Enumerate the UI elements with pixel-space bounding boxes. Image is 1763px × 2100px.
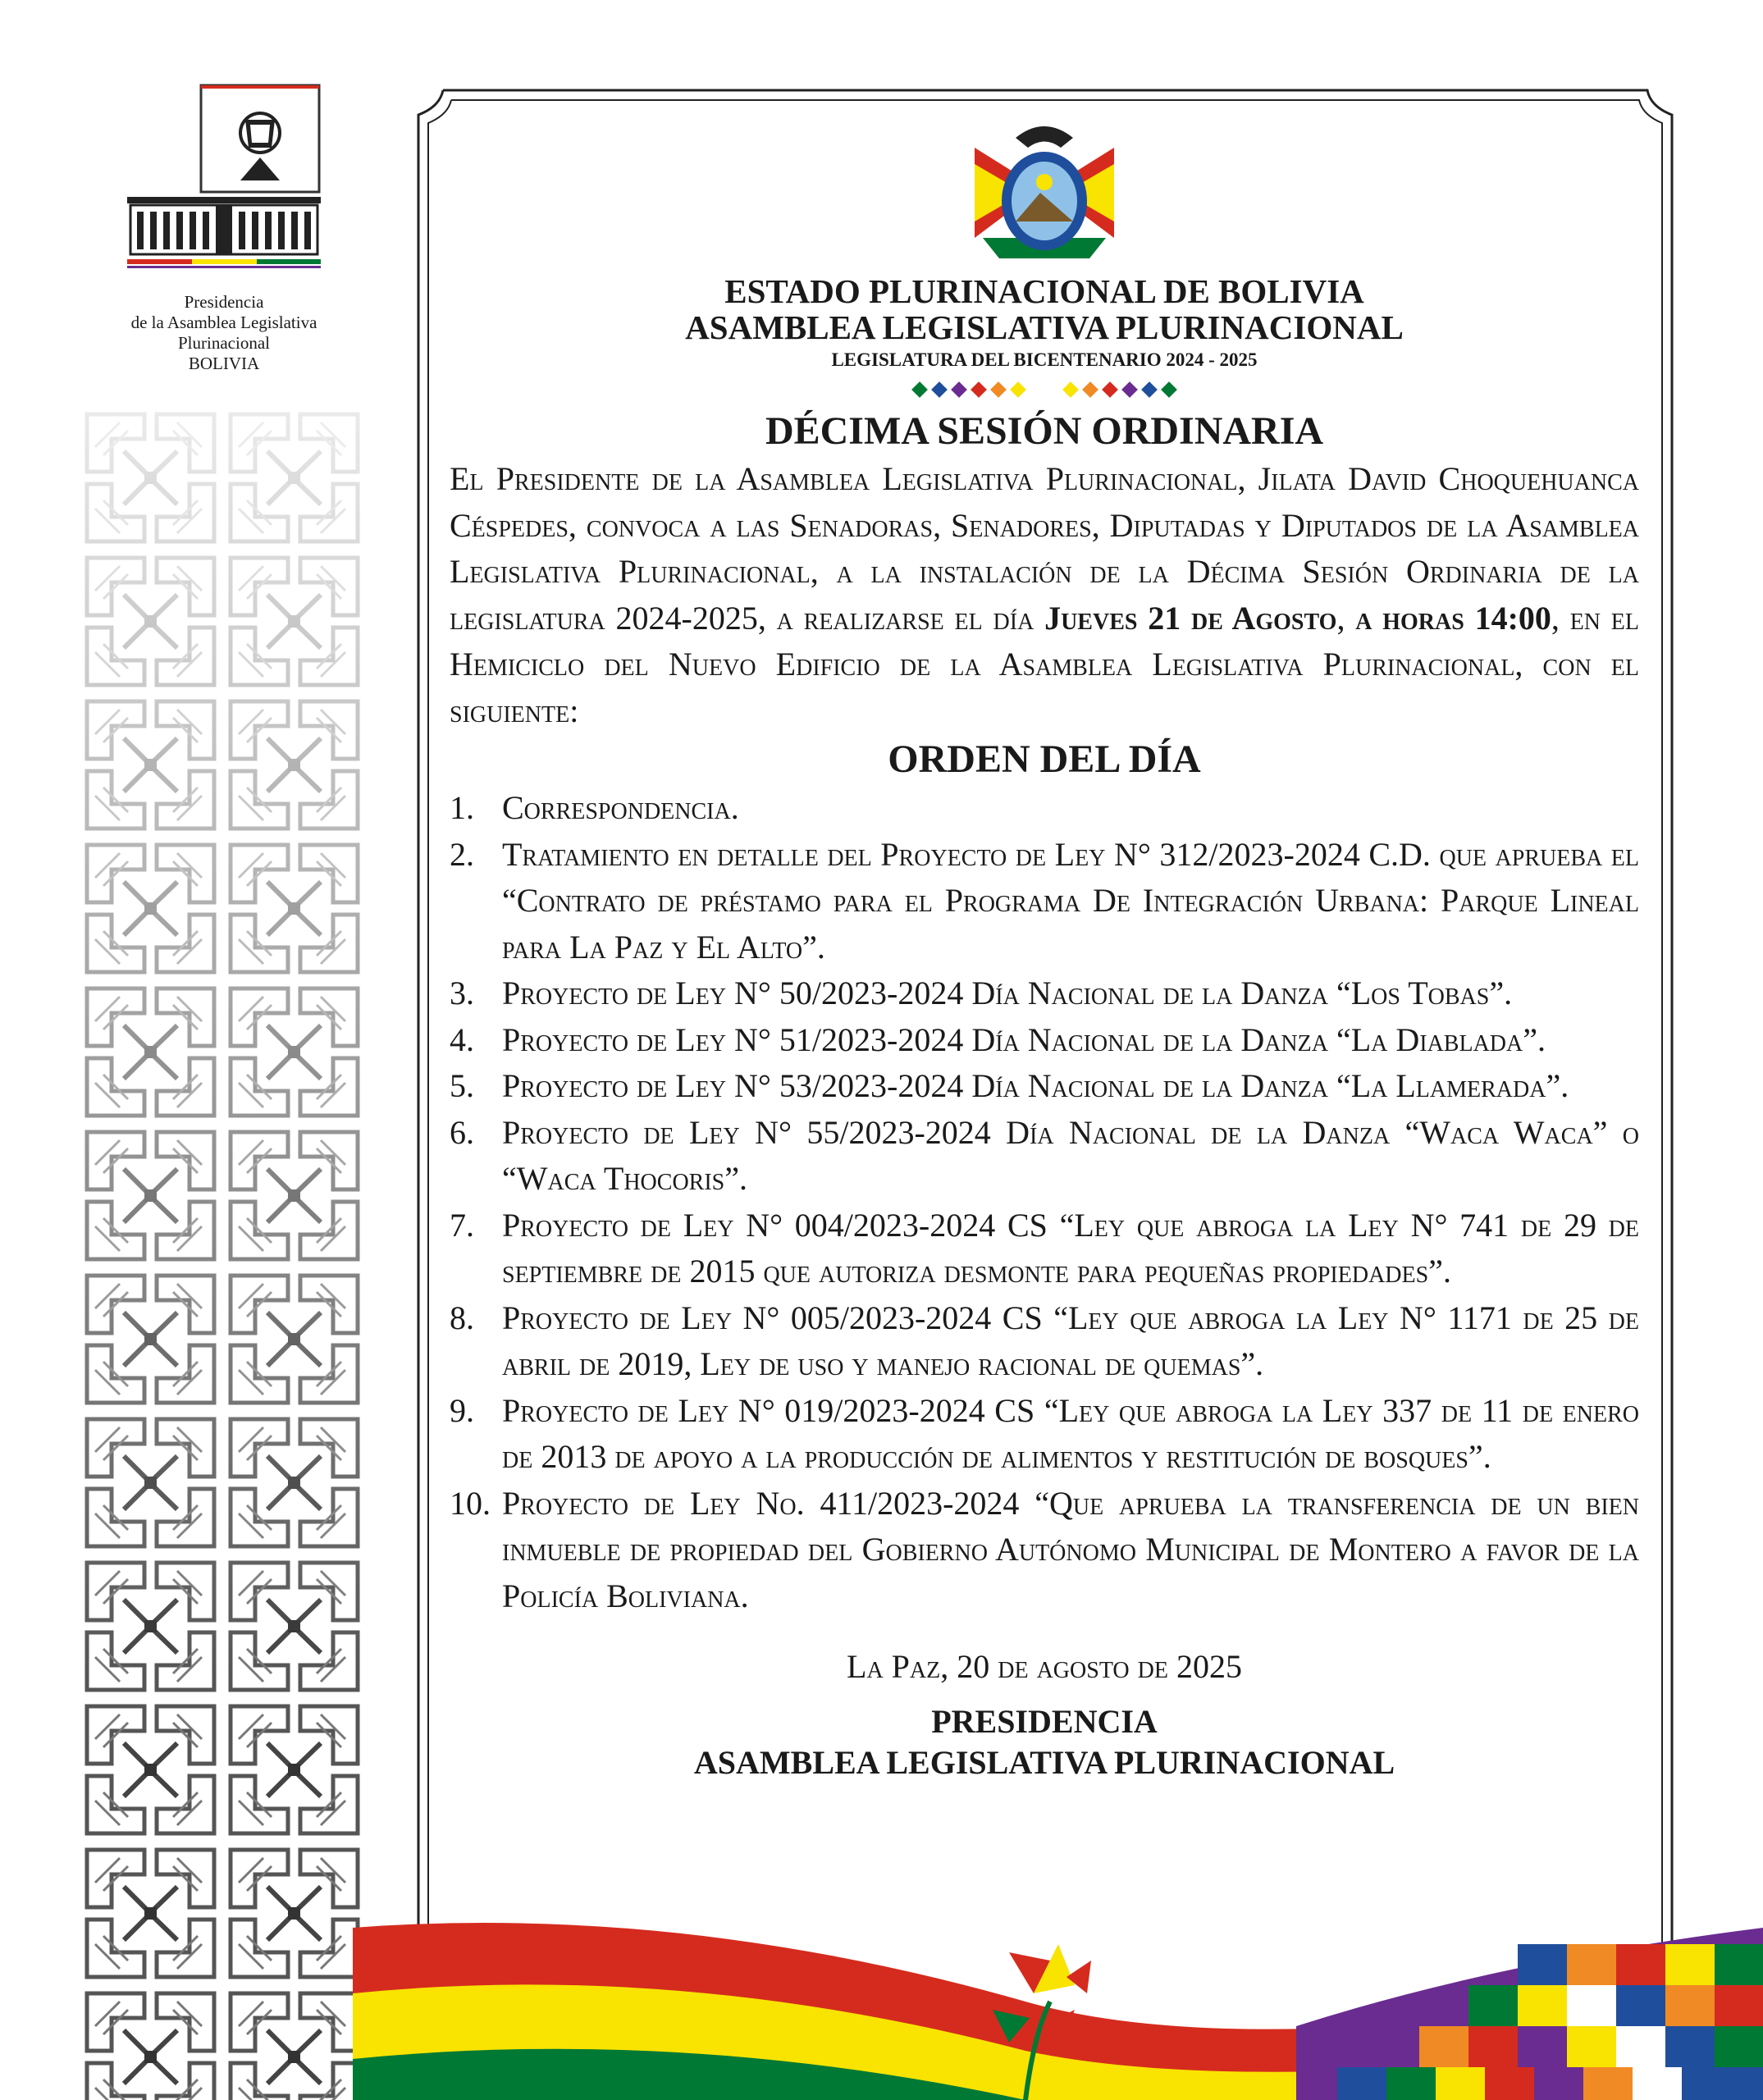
agenda-item-number: 6.	[450, 1113, 474, 1151]
signature-line-2: ASAMBLEA LEGISLATIVA PLURINACIONAL	[693, 1744, 1395, 1781]
diamond-icon	[1141, 381, 1158, 398]
agenda-item-text: Proyecto de Ley N° 004/2023-2024 CS “Ley que abroga la Ley N° 741 de 29 de septiembre de 2015 que autoriza desmonte para pequeñas propiedades”.	[502, 1206, 1639, 1290]
agenda-item	[450, 1388, 1639, 1481]
diamond-icon	[971, 381, 987, 398]
diamond-icon	[931, 381, 948, 398]
intro-text-2: ,	[1336, 599, 1356, 637]
agenda-item-text: Correspondencia.	[502, 789, 739, 826]
agenda-list	[450, 785, 1639, 1619]
agenda-item-text: Proyecto de Ley N° 55/2023-2024 Día Nacional de la Danza “Waca Waca” o “Waca Thocoris”.	[502, 1113, 1639, 1197]
header-line-1: ESTADO PLURINACIONAL DE BOLIVIA	[724, 272, 1364, 310]
session-day: Jueves 21 de Agosto	[1044, 599, 1337, 637]
coat-of-arms	[450, 115, 1639, 271]
agenda-item	[450, 970, 1639, 1017]
intro-text-1: El Presidente de la Asamblea Legislativa Plurinacional, Jilata David Choquehuanca Céspedes, convoca a las Senadoras, Senadores, Diputadas y Diputados de la Asamblea Legislativa Plurinacional, a la instalación de la Décima Sesión Ordinaria de la legislatura 2024-2025, a realizarse el día	[450, 460, 1639, 637]
agenda-item-text: Proyecto de Ley N° 019/2023-2024 CS “Ley que abroga la Ley 337 de 11 de enero de 2013 de apoyo a la producción de alimentos y restitución de bosques”.	[502, 1391, 1639, 1475]
agenda-item	[450, 1110, 1639, 1203]
diamond-ornament	[450, 384, 1639, 395]
legislative-building-icon	[126, 82, 322, 287]
agenda-item-text: Tratamiento en detalle del Proyecto de Ley N° 312/2023-2024 C.D. que aprueba el “Contrato de préstamo para el Programa De Integración Urbana: Parque Lineal para La Paz y El Alto”.	[502, 835, 1639, 966]
agenda-item-number: 1.	[450, 789, 474, 826]
agenda-item	[450, 1063, 1639, 1110]
agenda-title: ORDEN DEL DÍA	[888, 737, 1201, 781]
agenda-item	[450, 785, 1639, 832]
logo-caption	[89, 292, 359, 374]
agenda-item-text: Proyecto de Ley N° 51/2023-2024 Día Nacional de la Danza “La Diablada”.	[502, 1020, 1546, 1058]
diamond-icon	[1010, 381, 1026, 398]
agenda-item-number: 2.	[450, 835, 474, 873]
agenda-item-number: 4.	[450, 1020, 474, 1058]
bolivia-coat-of-arms-icon	[958, 115, 1130, 267]
agenda-item-number: 8.	[450, 1299, 474, 1336]
intro-text-3: , en el Hemiciclo del Nuevo Edificio de la Asamblea Legislativa Plurinacional, con el siguiente:	[450, 599, 1640, 729]
agenda-item	[450, 1481, 1639, 1620]
wiphala-flag	[1296, 1928, 1763, 2100]
session-title: DÉCIMA SESIÓN ORDINARIA	[765, 409, 1324, 453]
flag-wave-band	[353, 1911, 1763, 2100]
diamond-icon	[951, 381, 967, 398]
agenda-item	[450, 1295, 1639, 1388]
agenda-item-text: Proyecto de Ley N° 53/2023-2024 Día Nacional de la Danza “La Llamerada”.	[502, 1067, 1569, 1104]
logo-line-2: de la Asamblea Legislativa Plurinacional	[130, 313, 317, 353]
diamond-icon	[1161, 381, 1177, 398]
diamond-icon	[990, 381, 1007, 398]
main-content	[450, 115, 1639, 1783]
diamond-icon	[1121, 381, 1138, 398]
agenda-item	[450, 1017, 1639, 1064]
presidency-logo	[89, 82, 359, 373]
andean-pattern-decoration	[79, 406, 366, 2100]
diamond-icon	[1062, 381, 1079, 398]
agenda-item-text: Proyecto de Ley N° 005/2023-2024 CS “Ley que abroga la Ley N° 1171 de 25 de abril de 2019, Ley de uso y manejo racional de quemas”.	[502, 1299, 1639, 1382]
session-hour: a horas 14:00	[1355, 599, 1551, 637]
convocation-paragraph	[450, 456, 1639, 734]
agenda-item-number: 9.	[450, 1391, 474, 1429]
diamond-icon	[1102, 381, 1118, 398]
header-line-3: LEGISLATURA DEL BICENTENARIO 2024 - 2025	[831, 349, 1258, 370]
agenda-item	[450, 1203, 1639, 1295]
diamond-icon	[1082, 381, 1098, 398]
header-line-2: ASAMBLEA LEGISLATIVA PLURINACIONAL	[685, 308, 1404, 346]
agenda-item-text: Proyecto de Ley N° 50/2023-2024 Día Nacional de la Danza “Los Tobas”.	[502, 975, 1513, 1011]
logo-line-1: Presidencia	[184, 292, 264, 312]
agenda-item	[450, 832, 1639, 971]
agenda-item-number: 10.	[450, 1484, 491, 1522]
signature-block	[450, 1701, 1639, 1783]
agenda-item-text: Proyecto de Ley No. 411/2023-2024 “Que aprueba la transferencia de un bien inmueble de propiedad del Gobierno Autónomo Municipal de Montero a favor de la Policía Boliviana.	[502, 1484, 1639, 1614]
agenda-item-number: 5.	[450, 1067, 474, 1104]
agenda-item-number: 3.	[450, 975, 474, 1011]
diamond-icon	[911, 381, 928, 398]
signature-line-1: PRESIDENCIA	[931, 1703, 1158, 1740]
place-date: La Paz, 20 de agosto de 2025	[847, 1648, 1242, 1685]
logo-line-3: BOLIVIA	[188, 354, 260, 373]
agenda-item-number: 7.	[450, 1206, 474, 1244]
